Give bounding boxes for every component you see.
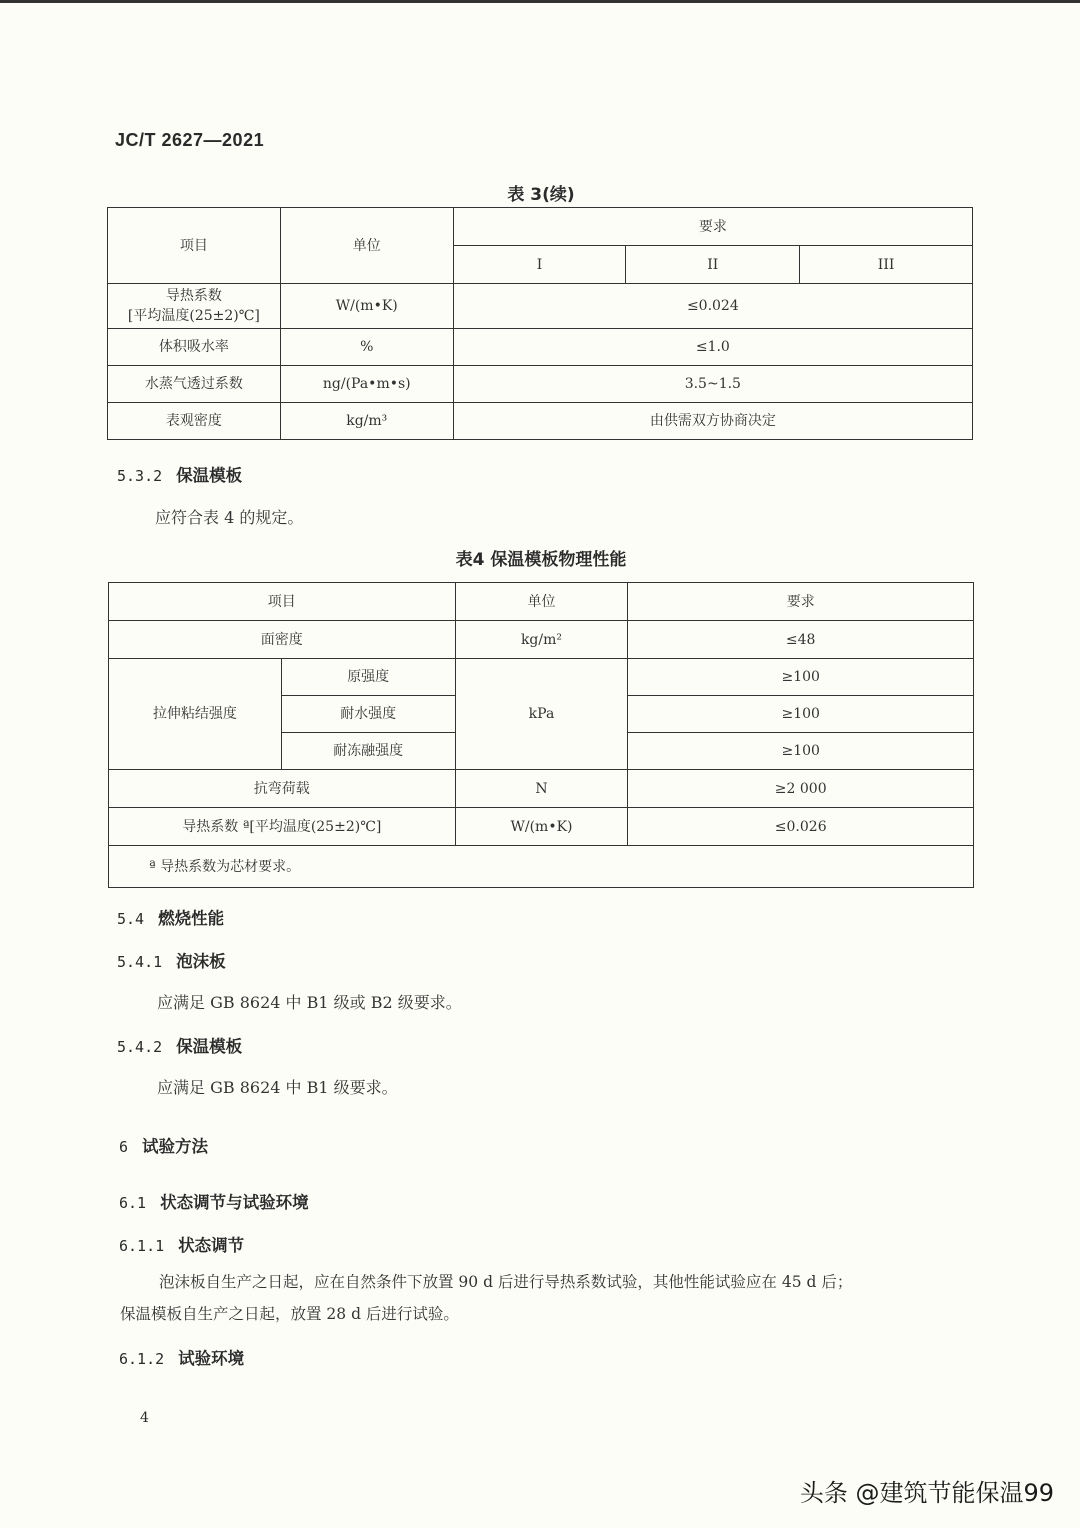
table3-cell-req: 3.5~1.5 bbox=[453, 366, 972, 403]
table-row bbox=[109, 770, 974, 808]
section-title: 状态调节与试验环境 bbox=[160, 1193, 309, 1212]
table-row bbox=[108, 366, 973, 403]
table3-head-grade1: I bbox=[453, 246, 626, 284]
table4-cell-group: 拉伸粘结强度 bbox=[109, 659, 282, 770]
section-number: 6.1.2 bbox=[119, 1350, 165, 1368]
section-6-1-1-line2: 保温模板自生产之日起，放置 28 d 后进行试验。 bbox=[120, 1305, 459, 1323]
section-number: 6 bbox=[119, 1138, 129, 1156]
section-5-4 bbox=[117, 905, 224, 929]
table3-cell-unit: ng/(Pa•m•s) bbox=[280, 366, 453, 403]
section-title: 燃烧性能 bbox=[158, 909, 225, 928]
table3 bbox=[107, 207, 973, 440]
section-5-4-1-text: 应满足 GB 8624 中 B1 级或 B2 级要求。 bbox=[157, 993, 462, 1012]
table4-cell-req: ≥2 000 bbox=[628, 770, 974, 808]
table4-footnote: ª 导热系数为芯材要求。 bbox=[109, 846, 974, 888]
table3-cell-unit: % bbox=[280, 329, 453, 366]
table3-caption: 表 3(续) bbox=[507, 185, 575, 205]
section-number: 5.4 bbox=[117, 910, 145, 928]
section-6 bbox=[119, 1133, 208, 1157]
table4-cell-req: ≤0.026 bbox=[628, 808, 974, 846]
table4 bbox=[108, 582, 974, 888]
watermark: 头条 @建筑节能保温99 bbox=[799, 1479, 1054, 1507]
table3-cell-item-line1: 导热系数 bbox=[165, 288, 222, 304]
section-title: 试验方法 bbox=[142, 1137, 209, 1156]
page-number: 4 bbox=[140, 1410, 149, 1426]
section-number: 5.4.1 bbox=[117, 953, 163, 971]
table3-cell-req: ≤0.024 bbox=[453, 284, 972, 329]
section-title: 状态调节 bbox=[178, 1236, 245, 1255]
table3-cell-unit: W/(m•K) bbox=[280, 284, 453, 329]
section-5-4-1 bbox=[117, 948, 226, 972]
section-5-4-2 bbox=[117, 1033, 242, 1057]
table4-cell-item: 抗弯荷载 bbox=[109, 770, 456, 808]
table3-head-grade2: II bbox=[626, 246, 800, 284]
standard-code: JC/T 2627—2021 bbox=[115, 130, 265, 150]
section-6-1 bbox=[119, 1189, 309, 1213]
section-number: 6.1 bbox=[119, 1194, 147, 1212]
section-6-1-1-line1: 泡沫板自生产之日起，应在自然条件下放置 90 d 后进行导热系数试验，其他性能试验应在 45 d 后； bbox=[159, 1273, 853, 1291]
table3-cell-item-line2: [平均温度(25±2)℃] bbox=[127, 308, 260, 324]
table-row bbox=[108, 284, 973, 329]
table3-cell-item bbox=[108, 284, 281, 329]
table3-cell-item: 表观密度 bbox=[108, 403, 281, 440]
table4-cell-unit: W/(m•K) bbox=[455, 808, 628, 846]
table-row bbox=[109, 846, 974, 888]
table4-cell-item: 导热系数 ª[平均温度(25±2)℃] bbox=[109, 808, 456, 846]
section-title: 保温模板 bbox=[176, 1037, 243, 1056]
section-number: 5.4.2 bbox=[117, 1038, 163, 1056]
table3-head-unit: 单位 bbox=[280, 208, 453, 284]
table4-cell-unit: kPa bbox=[455, 659, 628, 770]
table4-cell-sub: 耐水强度 bbox=[281, 696, 455, 733]
section-6-1-2 bbox=[119, 1345, 244, 1369]
table4-caption: 表4 保温模板物理性能 bbox=[455, 550, 627, 570]
section-title: 泡沫板 bbox=[176, 952, 226, 971]
section-5-4-2-text: 应满足 GB 8624 中 B1 级要求。 bbox=[157, 1078, 398, 1097]
table4-cell-req: ≥100 bbox=[628, 659, 974, 696]
section-5-3-2 bbox=[117, 462, 242, 486]
table3-cell-unit: kg/m³ bbox=[280, 403, 453, 440]
table4-cell-req: ≤48 bbox=[628, 621, 974, 659]
table4-cell-unit: kg/m² bbox=[455, 621, 628, 659]
section-number: 6.1.1 bbox=[119, 1237, 165, 1255]
table-row bbox=[108, 329, 973, 366]
top-border-line bbox=[0, 0, 1080, 3]
section-title: 保温模板 bbox=[176, 466, 243, 485]
table4-cell-sub: 原强度 bbox=[281, 659, 455, 696]
table4-head-req: 要求 bbox=[628, 583, 974, 621]
table3-head-item: 项目 bbox=[108, 208, 281, 284]
table4-cell-item: 面密度 bbox=[109, 621, 456, 659]
table-row bbox=[108, 403, 973, 440]
table4-cell-req: ≥100 bbox=[628, 696, 974, 733]
table-row bbox=[109, 659, 974, 696]
table3-cell-req: ≤1.0 bbox=[453, 329, 972, 366]
section-title: 试验环境 bbox=[178, 1349, 245, 1368]
table4-head-item: 项目 bbox=[109, 583, 456, 621]
table4-cell-sub: 耐冻融强度 bbox=[281, 733, 455, 770]
table-row bbox=[109, 621, 974, 659]
table-row bbox=[109, 808, 974, 846]
table4-cell-unit: N bbox=[455, 770, 628, 808]
table4-head-unit: 单位 bbox=[455, 583, 628, 621]
section-5-3-2-text: 应符合表 4 的规定。 bbox=[155, 508, 304, 527]
table3-head-req: 要求 bbox=[453, 208, 972, 246]
table4-cell-req: ≥100 bbox=[628, 733, 974, 770]
section-6-1-1 bbox=[119, 1232, 244, 1256]
table3-head-grade3: III bbox=[800, 246, 973, 284]
table3-cell-item: 体积吸水率 bbox=[108, 329, 281, 366]
section-number: 5.3.2 bbox=[117, 467, 163, 485]
table3-cell-item: 水蒸气透过系数 bbox=[108, 366, 281, 403]
table3-cell-req: 由供需双方协商决定 bbox=[453, 403, 972, 440]
